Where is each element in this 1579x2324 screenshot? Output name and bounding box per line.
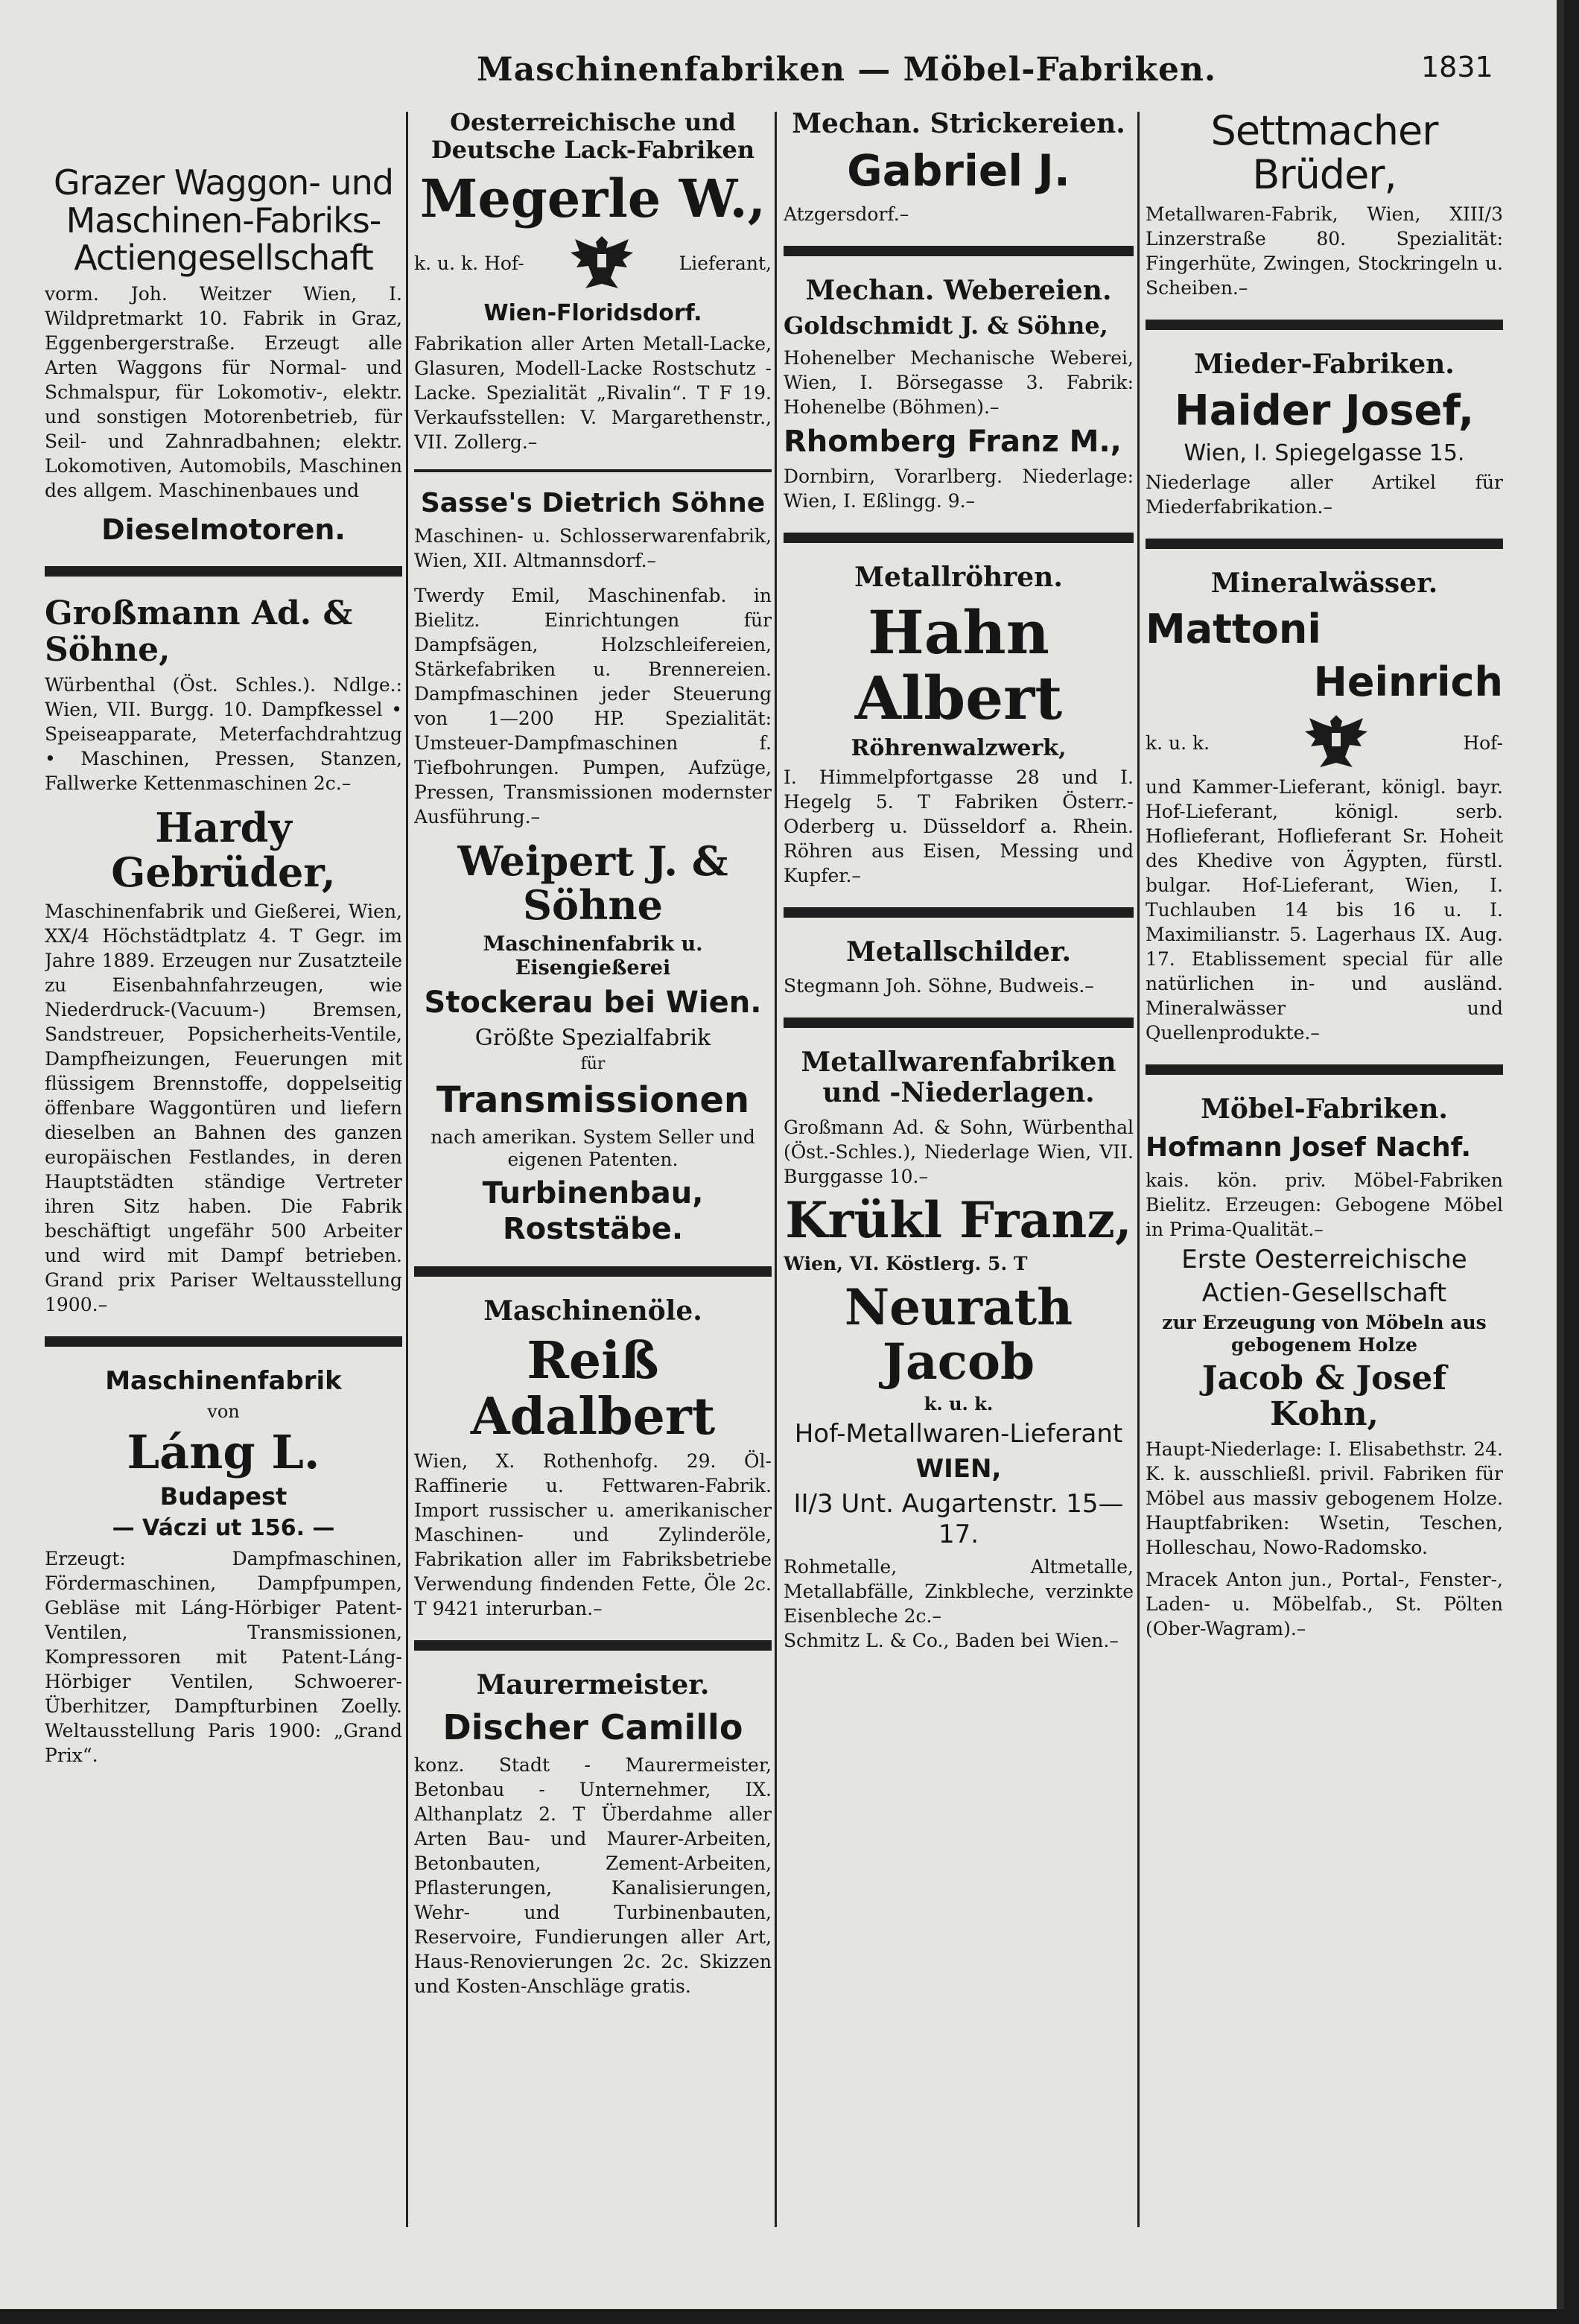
ad-line: Hof-Metallwaren-Lieferant [794,1419,1123,1450]
section-rule [784,907,1134,918]
section-rule [414,1640,772,1651]
section-heading: Metallschilder. [845,936,1072,968]
ad-lang [45,1366,402,1768]
running-header [0,51,1557,88]
section-rule [414,469,772,472]
ad-title: Goldschmidt J. & Söhne, [784,311,1108,340]
ad-subtitle: Maschinenfabrik u. Eisengießerei [483,932,703,980]
ad-title: Hardy Gebrüder, [111,804,336,896]
ad-body: Maschinenfabrik und Gießerei, Wien, XX/4 Höchstädtplatz 4. T Gegr. im Jahre 1889. Erzeugen nur Zusatzteile zu Eisenbahnfahrzeugen, wie Niederdruck-(Vacuum-) Bremsen, Sandstreuer, Popsicherheits-Ventile, Dampfheizungen, Feuerungen mit flüssigem Brennstoffe, doppelseitig öffenbare Waggontüren und liefern dieselben an Bahnen des ganzen europäischen Festlandes, in deren Hauptstädten ständige Vertreter ihren Sitz haben. Die Fabrik beschäftigt ungefähr 500 Arbeiter und wird mit Dampf betrieben. Grand prix Pariser Weltausstellung 1900.– [45,900,402,1315]
ad-body: Wien, VI. Köstlerg. 5. T [784,1253,1028,1275]
ad-body: I. Himmelpfortgasse 28 und I. Hegelg 5. T Fabriken Österr.-Oderberg u. Düsseldorf a. Rhein. Röhren aus Eisen, Messing und Kupfer.– [784,766,1134,886]
section-rule [45,566,402,577]
ad-body: Maschinen- u. Schlosserwarenfabrik, Wien, XII. Altmannsdorf.– [414,524,772,571]
hoflieferant-row [1146,711,1503,775]
column-4 [1146,104,1503,2242]
hoflieferant-right: Lieferant, [679,253,772,275]
ad-address: Wien, I. Spiegelgasse 15. [1184,440,1465,467]
column-1 [45,104,402,2242]
section-heading: Möbel-Fabriken. [1201,1093,1448,1126]
section-metallwaren [784,1047,1134,1653]
ad-line: Actien-Gesellschaft [1201,1277,1447,1308]
ad-title: Mattoni [1146,605,1321,653]
ad-body: Niederlage aller Artikel für Miederfabrikation.– [1146,472,1503,518]
ad-title: Láng L. [127,1424,320,1479]
ad-body: Erzeugt: Dampfmaschinen, Fördermaschinen, Dampfpumpen, Gebläse mit Láng-Hörbiger Patent-Ventilen, Transmissionen, Kompressoren mit Patent-Láng-Hörbiger Ventilen, Schwoerer-Überhitzer, Dampfturbinen Zoelly. Weltausstellung Paris 1900: „Grand Prix“. [45,1548,402,1767]
page-number: 1831 [1421,51,1493,83]
ad-title: Haider Josef, [1174,387,1475,436]
ad-title: Neurath Jacob [844,1278,1073,1391]
ad-settmacher [1146,109,1503,300]
ad-line: zur Erzeugung von Möbeln aus gebogenem Holze [1162,1311,1487,1356]
double-eagle-icon [566,232,638,296]
ad-title: Discher Camillo [442,1707,743,1747]
ad-sasse [414,487,772,573]
section-rule [784,1017,1134,1028]
ad-title: Weipert J. & Söhne [457,836,728,930]
ad-line: II/3 Unt. Augartenstr. 15—17. [793,1488,1124,1549]
ad-line: nach amerikan. System Seller und eigenen Patenten. [431,1126,755,1171]
column-divider [775,112,777,2227]
section-heading: Mechan. Strickereien. [792,108,1125,139]
ad-line: für [580,1055,606,1074]
ad-twerdy [414,583,772,829]
column-3 [784,104,1134,2242]
ad-body: Stegmann Joh. Söhne, Budweis.– [784,974,1094,997]
section-webereien [784,276,1134,513]
ad-body: und Kammer-Lieferant, königl. bayr. Hof-Lieferant, königl. serb. Hoflieferant, Hoflieferant Sr. Hoheit des Khedive von Ägypten, fürstl. bulgar. Hof-Lieferant, Wien, I. Tuchlauben 14 bis 16 u. I. Maximilianstr. 5. Lagerhaus IX. Aug. 17. Etablissement special für alle natürlichen in- und ausländ. Mineralwässer und Quellenprodukte.– [1146,776,1503,1044]
ad-von: von [207,1400,240,1422]
ad-line: k. u. k. [924,1392,994,1415]
ad-place: Stockerau bei Wien. [424,985,762,1020]
ad-street: — Váczi ut 156. — [112,1515,335,1542]
ad-title: Sasse's Dietrich Söhne [420,487,766,518]
ad-title: Reiß Adalbert [470,1330,716,1447]
hoflieferant-row [414,232,772,296]
section-rule [45,1336,402,1347]
ad-title: Rhomberg Franz M., [784,425,1122,460]
ad-body: Dornbirn, Vorarlberg. Niederlage: Wien, I. Eßlingg. 9.– [784,466,1134,512]
section-rule [784,246,1134,256]
column-divider [406,112,408,2227]
section-maschinenoele [414,1296,772,1621]
ad-tagline: Dieselmotoren. [101,512,346,546]
ad-subtitle: Röhrenwalzwerk, [851,734,1067,761]
section-metallschilder [784,937,1134,998]
ad-line: WIEN, [915,1454,1002,1485]
ad-body: Haupt-Niederlage: I. Elisabethstr. 24. K. k. ausschließl. privil. Fabriken für Möbel aus massiv gebogenem Holze. Hauptfabriken: Wsetin, Teschen, Holleschau, Nowo-Radomsko. [1146,1438,1503,1559]
section-heading: Mineralwässer. [1210,568,1438,600]
hoflieferant-right: Hof- [1463,731,1503,754]
ad-grazer [45,164,402,547]
hoflieferant-left: k. u. k. [1146,731,1210,754]
column-divider [1137,112,1140,2227]
ad-line: Größte Spezialfabrik [474,1025,711,1052]
ad-title: Settmacher Brüder, [1210,107,1438,199]
section-heading: Maurermeister. [476,1669,710,1701]
ad-title: Grazer Waggon- und Maschinen-Fabriks-Actiengesellschaft [54,162,393,279]
section-heading: Mieder-Fabriken. [1194,348,1455,380]
ad-city: Budapest [159,1482,287,1511]
section-rule [1146,320,1503,330]
ad-highlight: Transmissionen [436,1079,750,1121]
ad-body: Fabrikation aller Arten Metall-Lacke, Glasuren, Modell-Lacke Rostschutz - Lacke. Spezialität „Rivalin“. T F 19. Verkaufsstellen: V. Margarethenstr., VII. Zollerg.– [414,332,772,453]
ad-title: Hahn Albert [854,597,1063,733]
hoflieferant-left: k. u. k. Hof- [414,253,524,275]
ad-place: Wien-Floridsdorf. [483,299,702,326]
ad-body: Twerdy Emil, Maschinenfab. in Bielitz. Einrichtungen für Dampfsägen, Holzschleifereien, Stärkefabriken u. Brennereien. Dampfmaschinen jeder Steuerung von 1—200 HP. Spezialität: Umsteuer-Dampfmaschinen f. Tiefbohrungen. Pumpen, Aufzüge, Pressen, Transmissionen modernster Ausführung.– [414,584,772,828]
ad-body: Schmitz L. & Co., Baden bei Wien.– [784,1629,1119,1651]
ad-body: Großmann Ad. & Sohn, Würbenthal (Öst.-Schles.), Niederlage Wien, VII. Burggasse 10.– [784,1116,1134,1187]
section-heading: Metallröhren. [854,562,1063,594]
section-mieder [1146,349,1503,520]
ad-body: Hohenelber Mechanische Weberei, Wien, I. Börsegasse 3. Fabrik: Hohenelbe (Böhmen).– [784,347,1134,419]
ad-line: Erste Oesterreichische [1181,1244,1467,1274]
ad-weipert [414,836,772,1248]
section-strickereien [784,109,1134,226]
section-heading: Maschinenöle. [483,1295,702,1327]
ad-title: Megerle W., [419,167,766,229]
section-metallroehren [784,562,1134,887]
ad-body: Metallwaren-Fabrik, Wien, XIII/3 Linzerstraße 80. Spezialität: Fingerhüte, Zwingen, Stockringeln u. Scheiben.– [1146,203,1503,299]
ad-megerle [414,109,772,454]
ad-title: Großmann Ad. & Söhne, [45,594,353,669]
ad-body: Mracek Anton jun., Portal-, Fenster-, Laden- u. Möbelfab., St. Pölten (Ober-Wagram).– [1146,1569,1503,1640]
ad-heading: Maschinenfabrik [105,1365,342,1396]
ad-title: Gabriel J. [847,145,1070,197]
ad-grossmann [45,596,402,796]
ad-body: Atzgersdorf.– [784,203,909,225]
page-title: Maschinenfabriken — Möbel-Fabriken. [477,51,1217,89]
ad-body: Wien, X. Rothenhofg. 29. Öl-Raffinerie u. Fettwaren-Fabrik. Import russischer u. amerikanischer Maschinen- und Zylinderöle, Fabrikation aller im Fabriksbetriebe Verwendung findenden Fette, Öle 2c. T 9421 interurban.– [414,1450,772,1620]
ad-title: Jacob & Josef Kohn, [1201,1359,1447,1433]
section-rule [784,533,1134,543]
ad-body: vorm. Joh. Weitzer Wien, I. Wildpretmarkt 10. Fabrik in Graz, Eggenbergerstraße. Erzeugt alle Arten Waggons für Normal- und Schmalspur, für Lokomotiv-, elektr. und sonstigen Motorenbetrieb, für Seil- und Zahnradbahnen; elektr. Lokomotiven, Automobils, Maschinen des allgem. Maschinenbaues und [45,282,402,501]
section-maurer [414,1670,772,1998]
section-rule [414,1266,772,1277]
section-rule [1146,1064,1503,1075]
ad-line: Turbinenbau, Roststäbe. [482,1176,704,1247]
ad-title: Heinrich [1313,658,1503,705]
section-heading: Oesterreichische und Deutsche Lack-Fabriken [431,108,755,164]
section-moebel [1146,1094,1503,1641]
section-rule [1146,539,1503,549]
ad-body: konz. Stadt - Maurermeister, Betonbau - Unternehmer, IX. Althanplatz 2. T Überdahme aller Arten Bau- und Maurer-Arbeiten, Betonbauten, Zement-Arbeiten, Pflasterungen, Kanalisierungen, Wehr- und Turbinenbauten, Reservoire, Fundierungen aller Art, Haus-Renovierungen 2c. 2c. Skizzen und Kosten-Anschläge gratis. [414,1753,772,1997]
double-eagle-icon [1300,711,1372,775]
ad-body: Rohmetalle, Altmetalle, Metallabfälle, Zinkbleche, verzinkte Eisenbleche 2c.– [784,1555,1134,1627]
section-heading: Mechan. Webereien. [805,274,1112,306]
column-2 [414,104,772,2242]
section-mineral [1146,568,1503,1045]
ad-title: Hofmann Josef Nachf. [1146,1131,1472,1163]
ad-title: Krükl Franz, [785,1190,1132,1249]
ad-hardy [45,806,402,1317]
ad-body: kais. kön. priv. Möbel-Fabriken Bielitz. Erzeugen: Gebogene Möbel in Prima-Qualität.– [1146,1169,1503,1240]
ad-body: Würbenthal (Öst. Schles.). Ndlge.: Wien, VII. Burgg. 10. Dampfkessel • Speiseapparate, Meterfachdrahtzug • Maschinen, Pressen, Stanzen, Fallwerke Kettenmaschinen 2c.– [45,674,402,795]
section-heading: Metallwarenfabriken und -Niederlagen. [801,1046,1116,1109]
